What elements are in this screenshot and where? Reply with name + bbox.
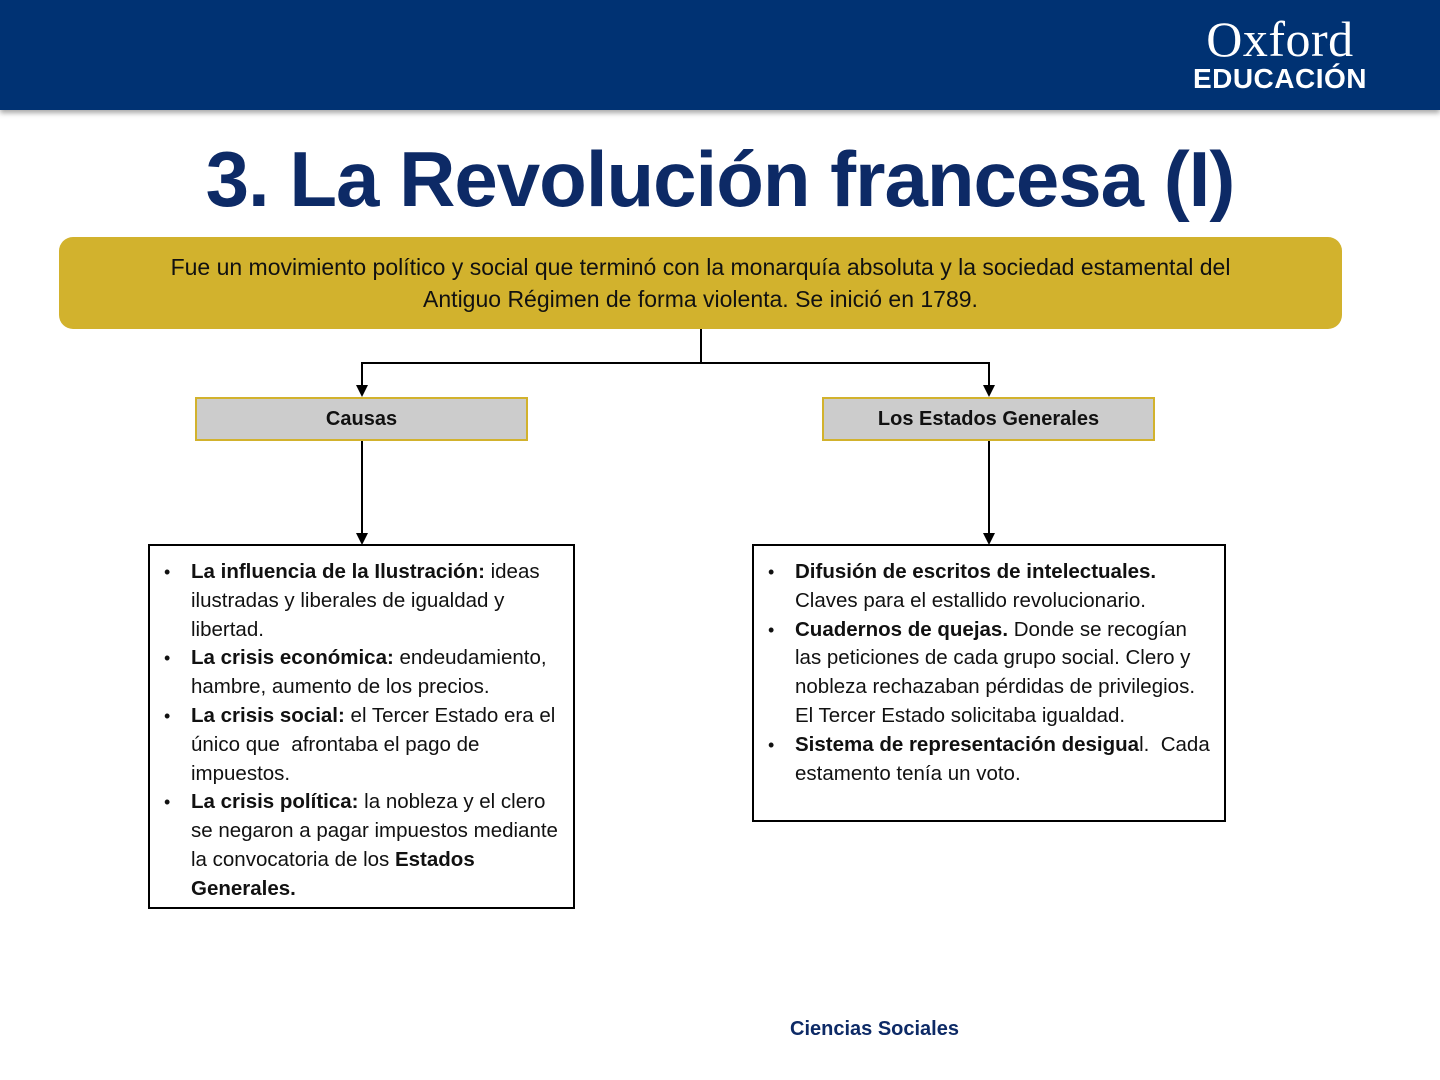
estados-generales-list (768, 558, 1216, 788)
causas-list (164, 558, 559, 904)
list-item (768, 616, 1210, 731)
arrow-down-icon (983, 385, 995, 397)
connector-left-drop (361, 362, 363, 386)
page-title: 3. La Revolución francesa (I) (205, 135, 1235, 223)
item-text: l. Cada estamento tenía un voto. (795, 732, 1216, 785)
item-text: Donde se recogían las peticiones de cada grupo social. Clero y nobleza rechazaban pérdidas de privilegios. El Tercer Estado solicitaba igualdad. (795, 617, 1196, 727)
list-item (768, 731, 1216, 789)
footer-subject: Ciencias Sociales (790, 1018, 959, 1040)
logo-educacion-text: EDUCACIÓN (1192, 63, 1367, 94)
bullet-icon: • (768, 734, 775, 755)
list-item (164, 644, 559, 702)
bullet-icon: • (164, 648, 171, 669)
connector-horizontal (361, 362, 990, 364)
item-heading: Cuadernos de quejas. (795, 617, 1009, 641)
item-text: el Tercer Estado era el único que afrontaba el pago de impuestos. (191, 703, 561, 785)
category-label: Causas (325, 407, 398, 430)
category-label: Los Estados Generales (877, 407, 1100, 430)
bullet-icon: • (164, 705, 171, 726)
connector-right-drop (988, 362, 990, 386)
oxford-educacion-logo (1192, 11, 1367, 94)
definition-line-1: Fue un movimiento político y social que terminó con la monarquía absoluta y la sociedad estamental del (170, 254, 1231, 280)
item-text: endeudamiento, hambre, aumento de los precios. (191, 646, 547, 699)
bullet-icon: • (164, 562, 171, 582)
item-heading: La crisis social: (191, 703, 345, 727)
item-heading: Sistema de representación desigua (795, 732, 1140, 756)
bullet-icon: • (768, 619, 775, 640)
header-bar (0, 0, 1440, 110)
category-causas (195, 397, 528, 441)
logo-oxford-text: Oxford (1206, 11, 1354, 67)
definition-line-2: Antiguo Régimen de forma violenta. Se inició en 1789. (423, 286, 978, 312)
connector-trunk (700, 329, 702, 363)
bullet-icon: • (768, 562, 775, 582)
definition-box (59, 237, 1342, 329)
item-text: la nobleza y el clero se negaron a pagar impuestos mediante la convocatoria de los (191, 790, 558, 871)
estados-generales-content-box (752, 544, 1226, 822)
item-heading: La crisis económica: (191, 646, 394, 670)
list-item (768, 558, 1210, 616)
item-text: Claves para el estallido revolucionario. (795, 588, 1146, 612)
item-heading-end: Estados Generales. (191, 847, 475, 900)
list-item (164, 788, 559, 903)
connector-estados-down (988, 441, 990, 534)
item-heading: La crisis política: (191, 790, 359, 814)
category-estados-generales (822, 397, 1155, 441)
item-heading: Difusión de escritos de intelectuales. (795, 560, 1157, 583)
list-item (164, 558, 559, 644)
bullet-icon: • (164, 792, 171, 813)
causas-content-box (148, 544, 575, 909)
list-item (164, 702, 559, 788)
item-text: ideas ilustradas y liberales de igualdad y libertad. (191, 560, 540, 641)
item-heading: La influencia de la Ilustración: (191, 560, 485, 583)
arrow-down-icon (356, 385, 368, 397)
connector-causas-down (361, 441, 363, 534)
